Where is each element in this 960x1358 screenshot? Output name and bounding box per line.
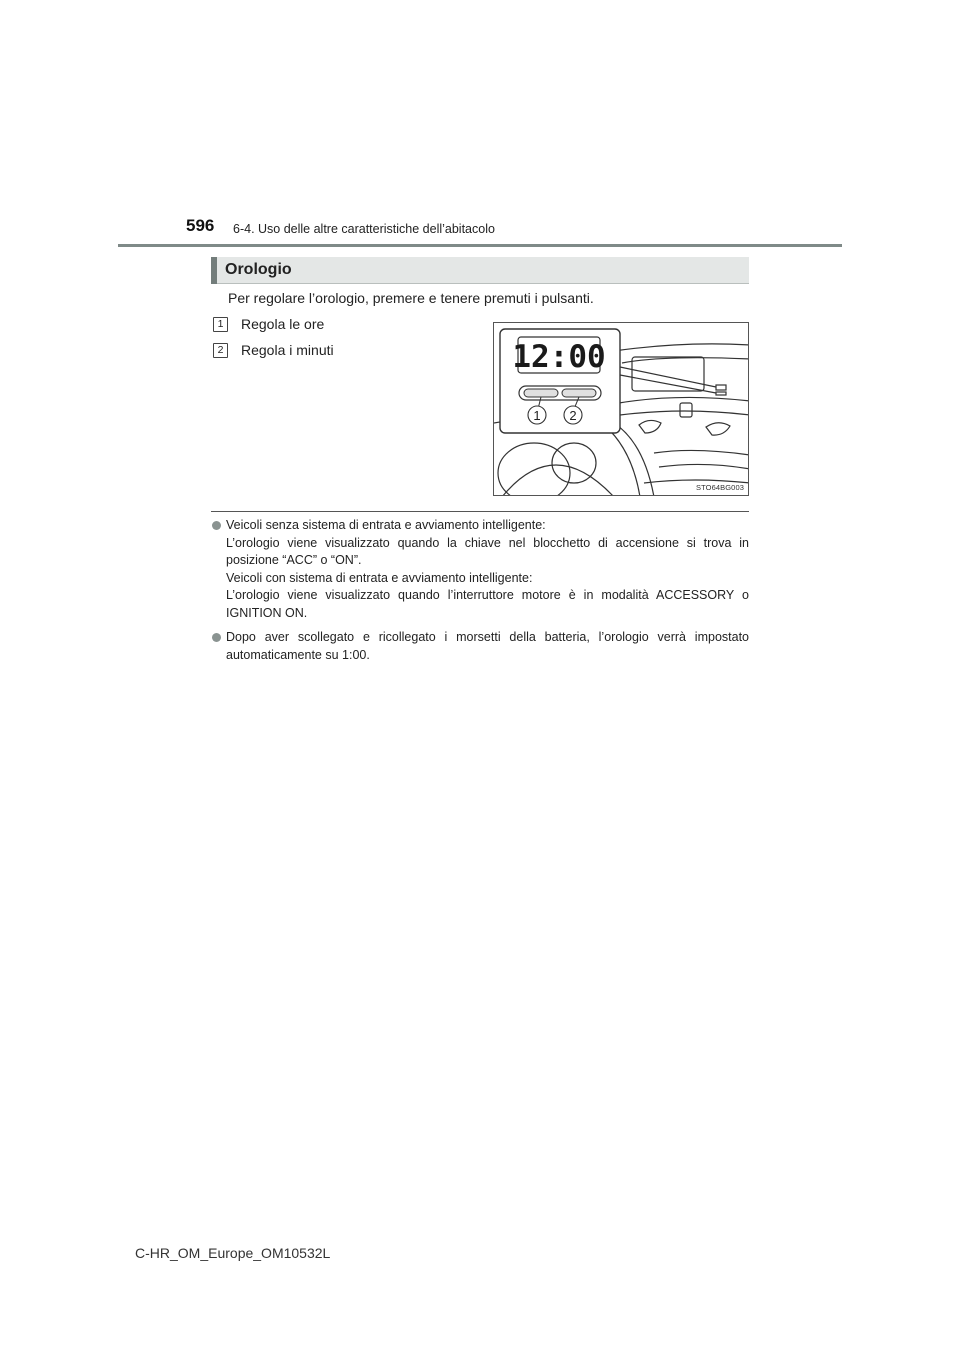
clock-illustration <box>493 322 749 496</box>
page-number: 596 <box>186 216 215 235</box>
header-rule <box>118 244 842 247</box>
note-line: Dopo aver scollegato e ricollegato i morsetti della batteria, l’orologio verrà impostato automaticamente su 1:00. <box>226 630 749 662</box>
callout-2: 2 <box>569 408 577 423</box>
intro-text: Per regolare l’orologio, premere e tenere premuti i pulsanti. <box>228 290 594 306</box>
note-item <box>226 629 749 664</box>
note-line: L’orologio viene visualizzato quando l’interruttore motore è in modalità ACCESSORY o IGNITION ON. <box>226 588 749 620</box>
step-number-badge: 2 <box>213 343 228 358</box>
step-text: Regola le ore <box>241 316 325 332</box>
illustration-code: STO64BG003 <box>696 483 744 492</box>
section-header-bar <box>211 257 749 284</box>
note-line: Veicoli con sistema di entrata e avviamento intelligente: <box>226 570 533 585</box>
chapter-title: 6-4. Uso delle altre caratteristiche dell’abitacolo <box>233 222 495 236</box>
bullet-icon <box>212 521 221 530</box>
callout-1: 1 <box>533 408 541 423</box>
step-number-badge: 1 <box>213 317 228 332</box>
document-id: C-HR_OM_Europe_OM10532L <box>135 1245 331 1261</box>
dashboard-drawing <box>494 323 749 496</box>
step-text: Regola i minuti <box>241 342 334 358</box>
note-line: L’orologio viene visualizzato quando la chiave nel blocchetto di accensione si trova in posizione “ACC” o “ON”. <box>226 535 749 568</box>
note-line: Veicoli senza sistema di entrata e avviamento intelligente: <box>226 518 546 532</box>
section-title: Orologio <box>225 261 292 278</box>
notes-divider <box>211 511 749 512</box>
note-item <box>226 517 749 623</box>
clock-display-text: 12:00 <box>512 339 606 375</box>
bullet-icon <box>212 633 221 642</box>
section-accent <box>211 257 217 284</box>
